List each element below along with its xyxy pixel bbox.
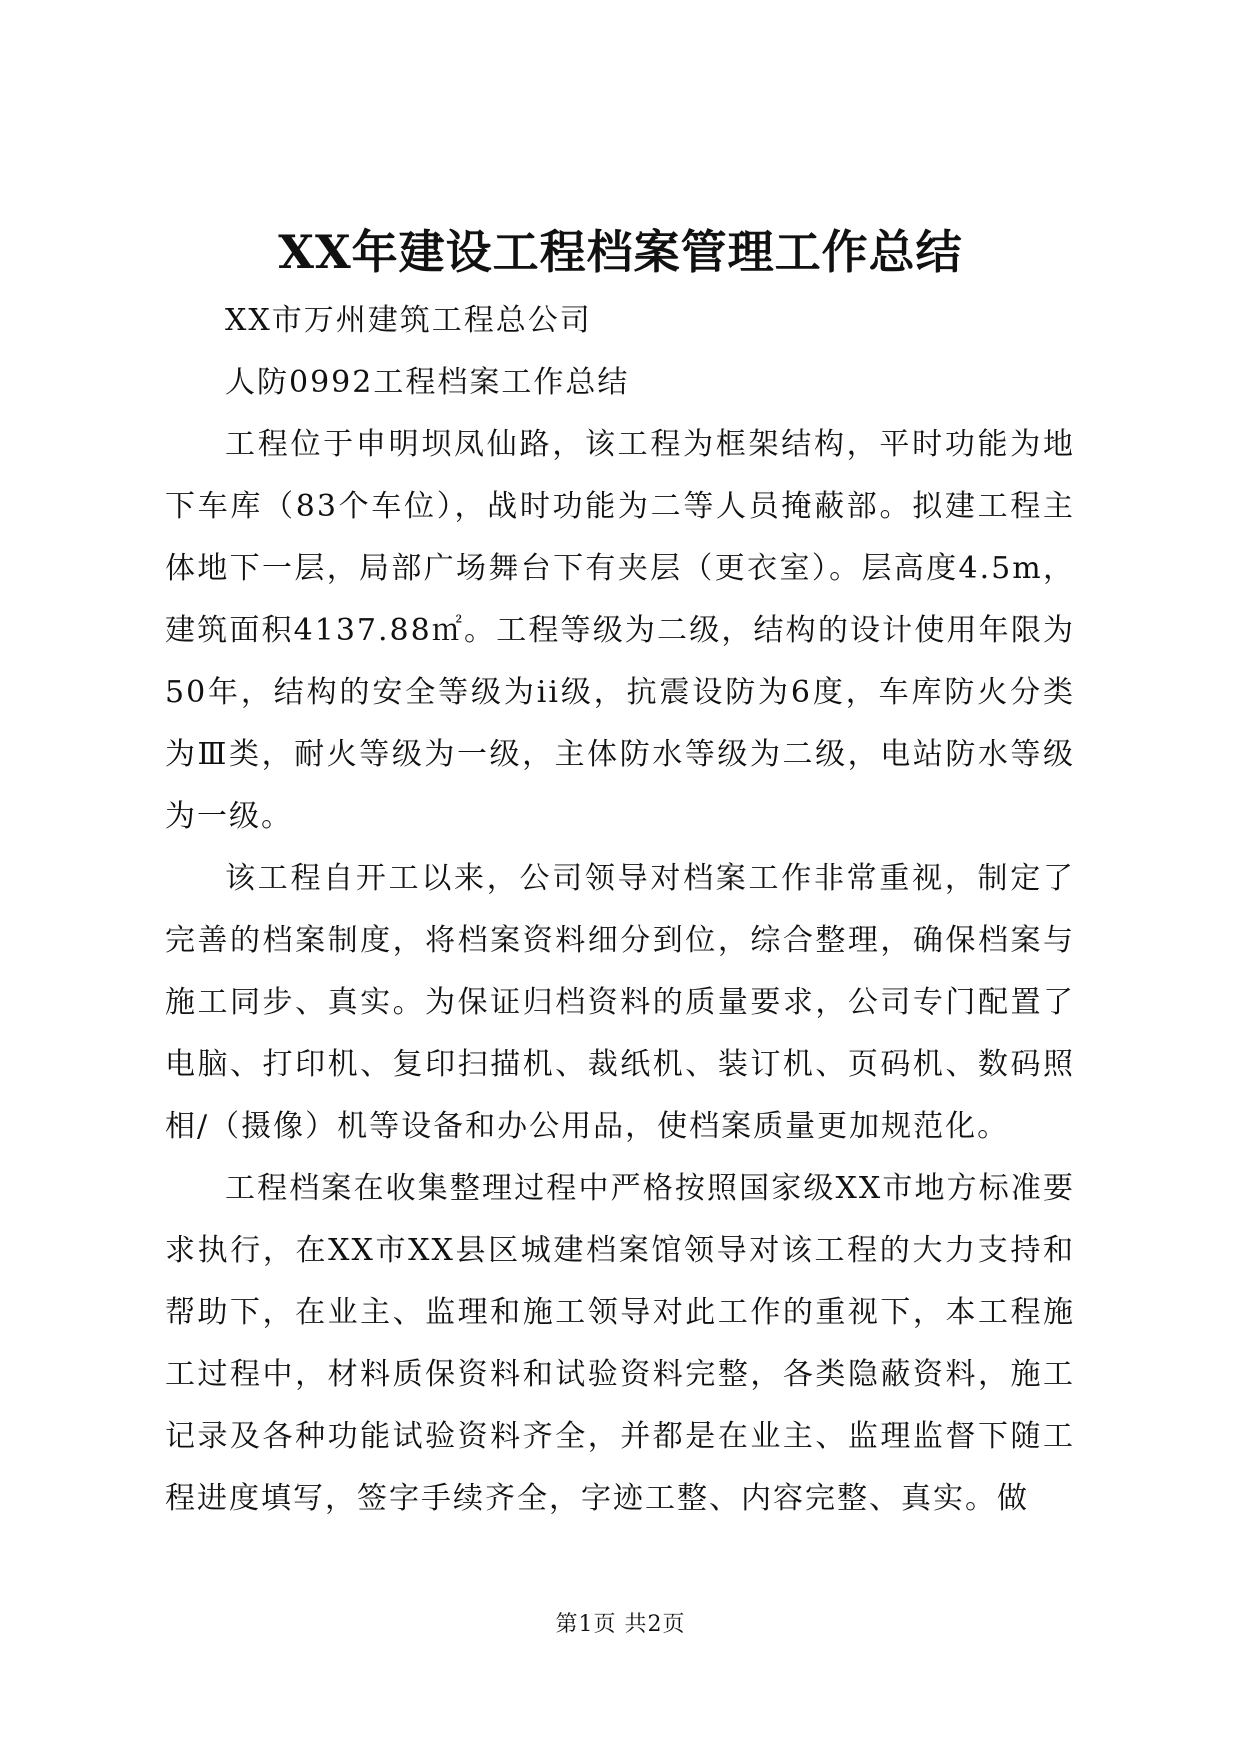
page-footer: 第1页 共2页 [555,1612,686,1637]
paragraph-project-overview: 工程位于申明坝凤仙路，该工程为框架结构，平时功能为地下车库（83个车位），战时功能为二等人员掩蔽部。拟建工程主体地下一层，局部广场舞台下有夹层（更衣室）。层高度4.5m，建筑面积4137.88㎡。工程等级为二级，结构的设计使用年限为50年，结构的安全等级为ii级，抗震设防为6度，车库防火分类为Ⅲ类，耐火等级为一级，主体防水等级为二级，电站防水等级为一级。 [165,427,1075,834]
document-body [165,290,1075,1530]
paragraph-standards: 工程档案在收集整理过程中严格按照国家级XX市地方标准要求执行，在XX市XX县区城建档案馆领导对该工程的大力支持和帮助下，在业主、监理和施工领导对此工作的重视下，本工程施工过程中，材料质保资料和试验资料完整，各类隐蔽资料，施工记录及各种功能试验资料齐全，并都是在业主、监理监督下随工程进度填写，签字手续齐全，字迹工整、内容完整、真实。做 [165,1171,1075,1516]
paragraph-management: 该工程自开工以来，公司领导对档案工作非常重视，制定了完善的档案制度，将档案资料细分到位，综合整理，确保档案与施工同步、真实。为保证归档资料的质量要求，公司专门配置了电脑、打印机、复印扫描机、裁纸机、装订机、页码机、数码照相/（摄像）机等设备和办公用品，使档案质量更加规范化。 [165,861,1075,1144]
company-name: XX市万州建筑工程总公司 [225,303,592,338]
document-subtitle: 人防0992工程档案工作总结 [225,365,630,400]
document-title: XX年建设工程档案管理工作总结 [278,225,963,279]
